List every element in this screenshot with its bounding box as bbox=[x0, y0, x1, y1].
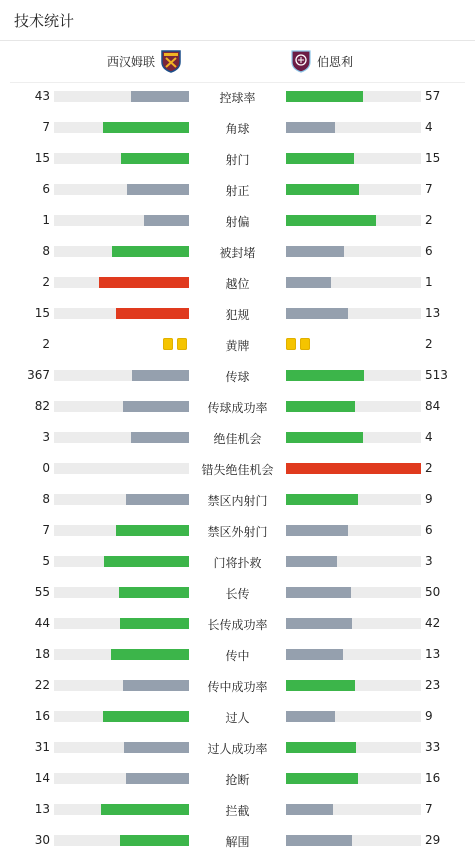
away-bar-track bbox=[286, 711, 421, 722]
home-bar-fill bbox=[131, 432, 189, 443]
home-bar-fill bbox=[123, 401, 189, 412]
home-bar-fill bbox=[120, 618, 189, 629]
away-bar-fill bbox=[286, 277, 331, 288]
away-bar-fill bbox=[286, 246, 344, 257]
stat-row bbox=[0, 486, 475, 517]
page-header bbox=[0, 0, 475, 41]
home-bar-fill bbox=[127, 184, 189, 195]
home-bar-track bbox=[54, 370, 189, 381]
stat-label: 绝佳机会 bbox=[213, 432, 262, 446]
away-bar-track bbox=[286, 308, 421, 319]
home-stat-value: 55 bbox=[34, 585, 50, 599]
home-stat-value: 2 bbox=[42, 337, 50, 351]
away-bar-fill bbox=[286, 649, 343, 660]
stat-label: 传球成功率 bbox=[207, 401, 268, 415]
away-bar-track bbox=[286, 680, 421, 691]
away-stat-value: 29 bbox=[425, 833, 441, 847]
home-stat-value: 8 bbox=[42, 492, 50, 506]
home-bar-fill bbox=[112, 246, 189, 257]
away-bar-track bbox=[286, 649, 421, 660]
home-bar-track bbox=[54, 215, 189, 226]
away-bar-track bbox=[286, 494, 421, 505]
stat-label: 射偏 bbox=[225, 215, 250, 229]
stat-label: 禁区内射门 bbox=[207, 494, 268, 508]
home-stat-value: 5 bbox=[42, 554, 50, 568]
stat-row bbox=[0, 83, 475, 114]
stat-row bbox=[0, 238, 475, 269]
away-team-name: 伯恩利 bbox=[317, 54, 354, 69]
away-bar-track bbox=[286, 122, 421, 133]
home-bar-track bbox=[54, 463, 189, 474]
stat-row bbox=[0, 145, 475, 176]
away-stat-value: 50 bbox=[425, 585, 441, 599]
away-stat-value: 42 bbox=[425, 616, 441, 630]
stat-row bbox=[0, 672, 475, 703]
home-bar-track bbox=[54, 91, 189, 102]
home-stat-value: 43 bbox=[34, 89, 50, 103]
home-bar-track bbox=[54, 308, 189, 319]
away-stat-value: 9 bbox=[425, 492, 433, 506]
away-bar-track bbox=[286, 246, 421, 257]
home-bar-track bbox=[54, 804, 189, 815]
away-bar-fill bbox=[286, 680, 355, 691]
home-stat-value: 82 bbox=[34, 399, 50, 413]
away-stat-value: 2 bbox=[425, 461, 433, 475]
home-bar-track bbox=[54, 277, 189, 288]
burnley-crest-icon bbox=[290, 49, 312, 73]
home-bar-fill bbox=[103, 122, 189, 133]
away-bar-track bbox=[286, 215, 421, 226]
home-bar-fill bbox=[103, 711, 189, 722]
stat-label: 错失绝佳机会 bbox=[201, 463, 274, 477]
away-stat-value: 33 bbox=[425, 740, 441, 754]
stat-label: 犯规 bbox=[225, 308, 250, 322]
stat-row bbox=[0, 641, 475, 672]
home-bar-track bbox=[54, 432, 189, 443]
stat-row bbox=[0, 548, 475, 579]
stat-row bbox=[0, 610, 475, 641]
away-stat-value: 15 bbox=[425, 151, 441, 165]
yellow-card-icon bbox=[177, 338, 187, 350]
away-bar-fill bbox=[286, 184, 359, 195]
stat-label: 传球 bbox=[225, 370, 250, 384]
home-bar-fill bbox=[116, 525, 189, 536]
home-stat-value: 30 bbox=[34, 833, 50, 847]
home-stat-value: 22 bbox=[34, 678, 50, 692]
away-bar-fill bbox=[286, 432, 363, 443]
home-stat-value: 14 bbox=[34, 771, 50, 785]
away-bar-track bbox=[286, 804, 421, 815]
away-bar-fill bbox=[286, 742, 356, 753]
away-bar-track bbox=[286, 153, 421, 164]
away-bar-track bbox=[286, 773, 421, 784]
stat-row bbox=[0, 300, 475, 331]
away-bar-track bbox=[286, 184, 421, 195]
home-bar-fill bbox=[121, 153, 189, 164]
home-bar-track bbox=[54, 494, 189, 505]
home-stat-value: 8 bbox=[42, 244, 50, 258]
stat-row bbox=[0, 579, 475, 610]
away-stat-value: 2 bbox=[425, 213, 433, 227]
away-stat-value: 13 bbox=[425, 306, 441, 320]
stat-label: 射门 bbox=[225, 153, 250, 167]
home-bar-fill bbox=[104, 556, 189, 567]
yellow-card-icon bbox=[286, 338, 296, 350]
away-bar-fill bbox=[286, 525, 348, 536]
home-bar-track bbox=[54, 711, 189, 722]
stat-label: 抢断 bbox=[225, 773, 250, 787]
away-stat-value: 4 bbox=[425, 120, 433, 134]
away-yellow-cards bbox=[286, 338, 310, 350]
home-bar-track bbox=[54, 401, 189, 412]
yellow-card-icon bbox=[163, 338, 173, 350]
away-stat-value: 23 bbox=[425, 678, 441, 692]
stat-row bbox=[0, 269, 475, 300]
away-stat-value: 9 bbox=[425, 709, 433, 723]
stat-label: 解围 bbox=[225, 835, 250, 849]
away-bar-fill bbox=[286, 463, 421, 474]
stat-row bbox=[0, 114, 475, 145]
away-stat-value: 16 bbox=[425, 771, 441, 785]
home-bar-fill bbox=[99, 277, 189, 288]
stat-row bbox=[0, 734, 475, 765]
home-bar-fill bbox=[131, 91, 189, 102]
stat-label: 过人 bbox=[225, 711, 250, 725]
home-stat-value: 0 bbox=[42, 461, 50, 475]
home-stat-value: 16 bbox=[34, 709, 50, 723]
home-team-name: 西汉姆联 bbox=[106, 54, 155, 69]
home-stat-value: 3 bbox=[42, 430, 50, 444]
home-bar-track bbox=[54, 153, 189, 164]
teams-header bbox=[10, 41, 465, 83]
home-bar-track bbox=[54, 773, 189, 784]
stat-row bbox=[0, 517, 475, 548]
away-bar-track bbox=[286, 91, 421, 102]
home-stat-value: 1 bbox=[42, 213, 50, 227]
away-bar-fill bbox=[286, 711, 335, 722]
away-team[interactable] bbox=[290, 49, 358, 73]
away-stat-value: 84 bbox=[425, 399, 441, 413]
home-stat-value: 2 bbox=[42, 275, 50, 289]
home-bar-track bbox=[54, 556, 189, 567]
home-bar-track bbox=[54, 618, 189, 629]
away-bar-track bbox=[286, 370, 421, 381]
home-bar-fill bbox=[126, 494, 189, 505]
home-bar-track bbox=[54, 184, 189, 195]
stat-label: 传中成功率 bbox=[207, 680, 268, 694]
home-stat-value: 31 bbox=[34, 740, 50, 754]
away-bar-track bbox=[286, 525, 421, 536]
stat-row bbox=[0, 393, 475, 424]
home-team[interactable] bbox=[102, 49, 182, 73]
home-bar-track bbox=[54, 680, 189, 691]
home-bar-fill bbox=[116, 308, 189, 319]
home-stat-value: 367 bbox=[27, 368, 50, 382]
stat-row bbox=[0, 424, 475, 455]
away-bar-fill bbox=[286, 556, 337, 567]
away-bar-track bbox=[286, 835, 421, 846]
stat-label: 拦截 bbox=[225, 804, 250, 818]
home-stat-value: 15 bbox=[34, 151, 50, 165]
stat-label: 门将扑救 bbox=[213, 556, 262, 570]
home-bar-fill bbox=[126, 773, 189, 784]
stat-label: 被封堵 bbox=[219, 246, 256, 260]
away-bar-fill bbox=[286, 773, 358, 784]
stat-label: 控球率 bbox=[219, 91, 256, 105]
home-bar-fill bbox=[144, 215, 189, 226]
away-stat-value: 6 bbox=[425, 523, 433, 537]
away-bar-fill bbox=[286, 494, 358, 505]
stat-row bbox=[0, 176, 475, 207]
stat-row bbox=[0, 796, 475, 827]
away-stat-value: 4 bbox=[425, 430, 433, 444]
home-bar-track bbox=[54, 525, 189, 536]
home-stat-value: 6 bbox=[42, 182, 50, 196]
stat-row bbox=[0, 362, 475, 393]
home-stat-value: 15 bbox=[34, 306, 50, 320]
home-bar-track bbox=[54, 122, 189, 133]
away-bar-fill bbox=[286, 215, 376, 226]
home-bar-fill bbox=[111, 649, 189, 660]
away-stat-value: 2 bbox=[425, 337, 433, 351]
away-bar-fill bbox=[286, 835, 352, 846]
page-title: 技术统计 bbox=[14, 12, 75, 30]
away-stat-value: 7 bbox=[425, 802, 433, 816]
away-stat-value: 13 bbox=[425, 647, 441, 661]
home-bar-track bbox=[54, 835, 189, 846]
home-stat-value: 13 bbox=[34, 802, 50, 816]
home-yellow-cards bbox=[163, 338, 187, 350]
stat-row bbox=[0, 703, 475, 734]
away-bar-track bbox=[286, 742, 421, 753]
stat-row bbox=[0, 207, 475, 238]
away-bar-track bbox=[286, 587, 421, 598]
away-bar-track bbox=[286, 401, 421, 412]
home-bar-fill bbox=[119, 587, 189, 598]
home-bar-fill bbox=[123, 680, 189, 691]
away-bar-track bbox=[286, 556, 421, 567]
away-bar-track bbox=[286, 463, 421, 474]
away-stat-value: 513 bbox=[425, 368, 448, 382]
home-bar-track bbox=[54, 742, 189, 753]
away-bar-track bbox=[286, 618, 421, 629]
yellow-card-icon bbox=[300, 338, 310, 350]
stat-label: 角球 bbox=[225, 122, 250, 136]
away-bar-fill bbox=[286, 401, 355, 412]
away-stat-value: 6 bbox=[425, 244, 433, 258]
stat-label: 过人成功率 bbox=[207, 742, 268, 756]
home-stat-value: 7 bbox=[42, 120, 50, 134]
home-stat-value: 18 bbox=[34, 647, 50, 661]
home-bar-fill bbox=[124, 742, 189, 753]
away-bar-track bbox=[286, 432, 421, 443]
home-bar-track bbox=[54, 587, 189, 598]
stat-row bbox=[0, 827, 475, 858]
away-stat-value: 3 bbox=[425, 554, 433, 568]
stat-label: 黄牌 bbox=[225, 339, 250, 353]
home-stat-value: 44 bbox=[34, 616, 50, 630]
stat-row bbox=[0, 765, 475, 796]
west-ham-crest-icon bbox=[160, 49, 182, 73]
home-bar-fill bbox=[101, 804, 189, 815]
home-bar-fill bbox=[120, 835, 189, 846]
stat-label: 传中 bbox=[225, 649, 250, 663]
away-stat-value: 57 bbox=[425, 89, 441, 103]
home-bar-fill bbox=[132, 370, 189, 381]
stat-label: 越位 bbox=[225, 277, 250, 291]
away-bar-fill bbox=[286, 91, 363, 102]
away-bar-fill bbox=[286, 122, 335, 133]
stat-label: 射正 bbox=[225, 184, 250, 198]
home-bar-track bbox=[54, 649, 189, 660]
away-bar-fill bbox=[286, 308, 348, 319]
stat-label: 长传 bbox=[225, 587, 250, 601]
away-bar-fill bbox=[286, 587, 351, 598]
stat-label: 长传成功率 bbox=[207, 618, 268, 632]
away-bar-track bbox=[286, 277, 421, 288]
away-stat-value: 7 bbox=[425, 182, 433, 196]
stat-row bbox=[0, 331, 475, 362]
home-bar-track bbox=[54, 246, 189, 257]
home-stat-value: 7 bbox=[42, 523, 50, 537]
away-bar-fill bbox=[286, 618, 352, 629]
away-stat-value: 1 bbox=[425, 275, 433, 289]
away-bar-fill bbox=[286, 370, 364, 381]
away-bar-fill bbox=[286, 153, 354, 164]
away-bar-fill bbox=[286, 804, 333, 815]
stat-row bbox=[0, 455, 475, 486]
stat-label: 禁区外射门 bbox=[207, 525, 268, 539]
